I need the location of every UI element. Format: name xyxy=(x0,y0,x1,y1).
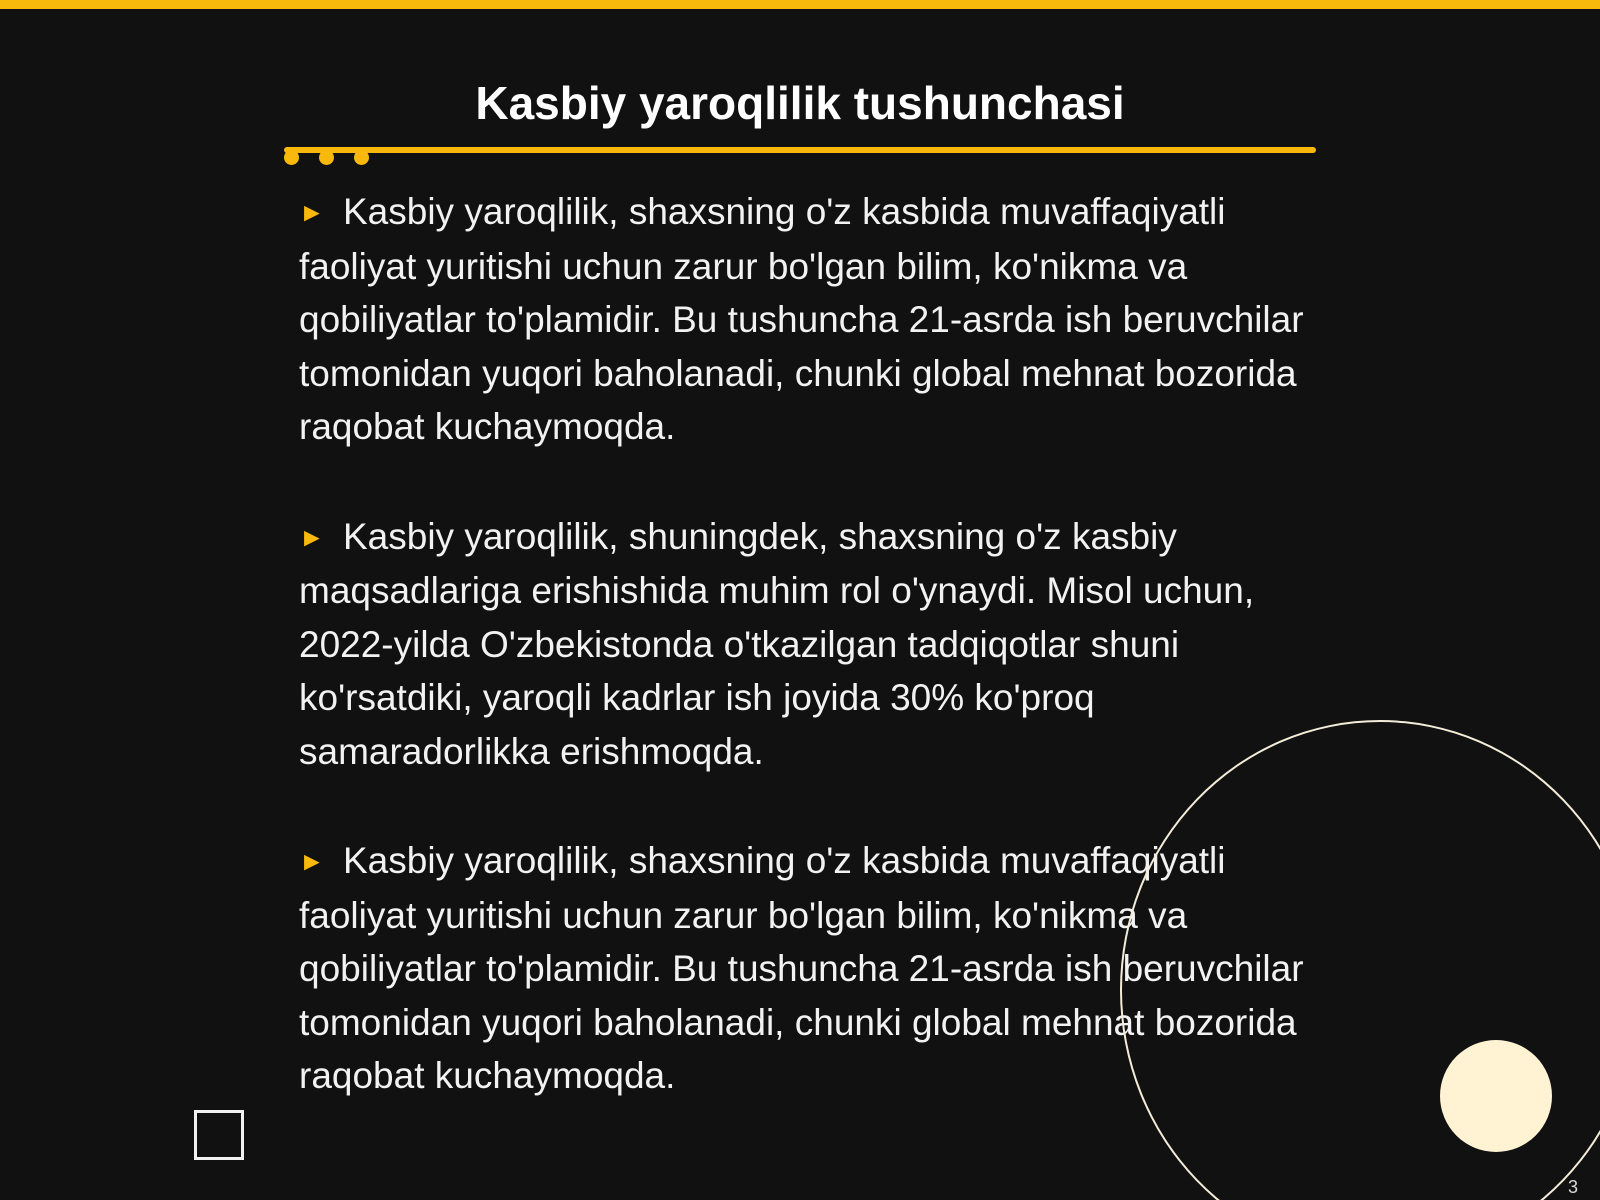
page-number: 3 xyxy=(1567,1177,1578,1197)
bullet-arrow-icon: ► xyxy=(299,521,325,552)
bullet-item xyxy=(299,834,1319,1103)
top-accent-bar xyxy=(0,0,1600,9)
bullet-arrow-icon: ► xyxy=(299,846,325,876)
bullet-text: Kasbiy yaroqlilik, shaxsning o'z kasbida muvaffaqiyatli faoliyat yuritishi uchun zarur bo'lgan bilim, ko'nikma va qobiliyatlar to'plamidir. Bu tushuncha 21-asrda ish beruvchilar tomonidan yuqori baholanadi, chunki global mehnat bozorida raqobat kuchaymoqda. xyxy=(299,840,1304,1096)
bullet-item xyxy=(299,185,1319,454)
slide-body xyxy=(299,185,1319,1159)
decorative-dot xyxy=(354,150,369,165)
decorative-square xyxy=(194,1110,244,1160)
decorative-dot xyxy=(284,150,299,165)
bullet-arrow-icon: ► xyxy=(299,197,325,227)
bullet-text: Kasbiy yaroqlilik, shaxsning o'z kasbida muvaffaqiyatli faoliyat yuritishi uchun zarur bo'lgan bilim, ko'nikma va qobiliyatlar to'plamidir. Bu tushuncha 21-asrda ish beruvchilar tomonidan yuqori baholanadi, chunki global mehnat bozorida raqobat kuchaymoqda. xyxy=(299,191,1304,447)
decorative-dot xyxy=(319,150,334,165)
bullet-text: Kasbiy yaroqlilik, shuningdek, shaxsning o'z kasbiy maqsadlariga erishishida muhim rol o'ynaydi. Misol uchun, 2022-yilda O'zbekistonda o'tkazilgan tadqiqotlar shuni ko'rsatdiki, yaroqli kadrlar ish joyida 30% ko'proq samaradorlikka erishmoqda. xyxy=(299,515,1255,772)
slide-title: Kasbiy yaroqlilik tushunchasi xyxy=(475,77,1125,129)
decorative-circle xyxy=(1440,1040,1552,1152)
bullet-item xyxy=(299,510,1319,779)
title-underline xyxy=(284,147,1316,153)
